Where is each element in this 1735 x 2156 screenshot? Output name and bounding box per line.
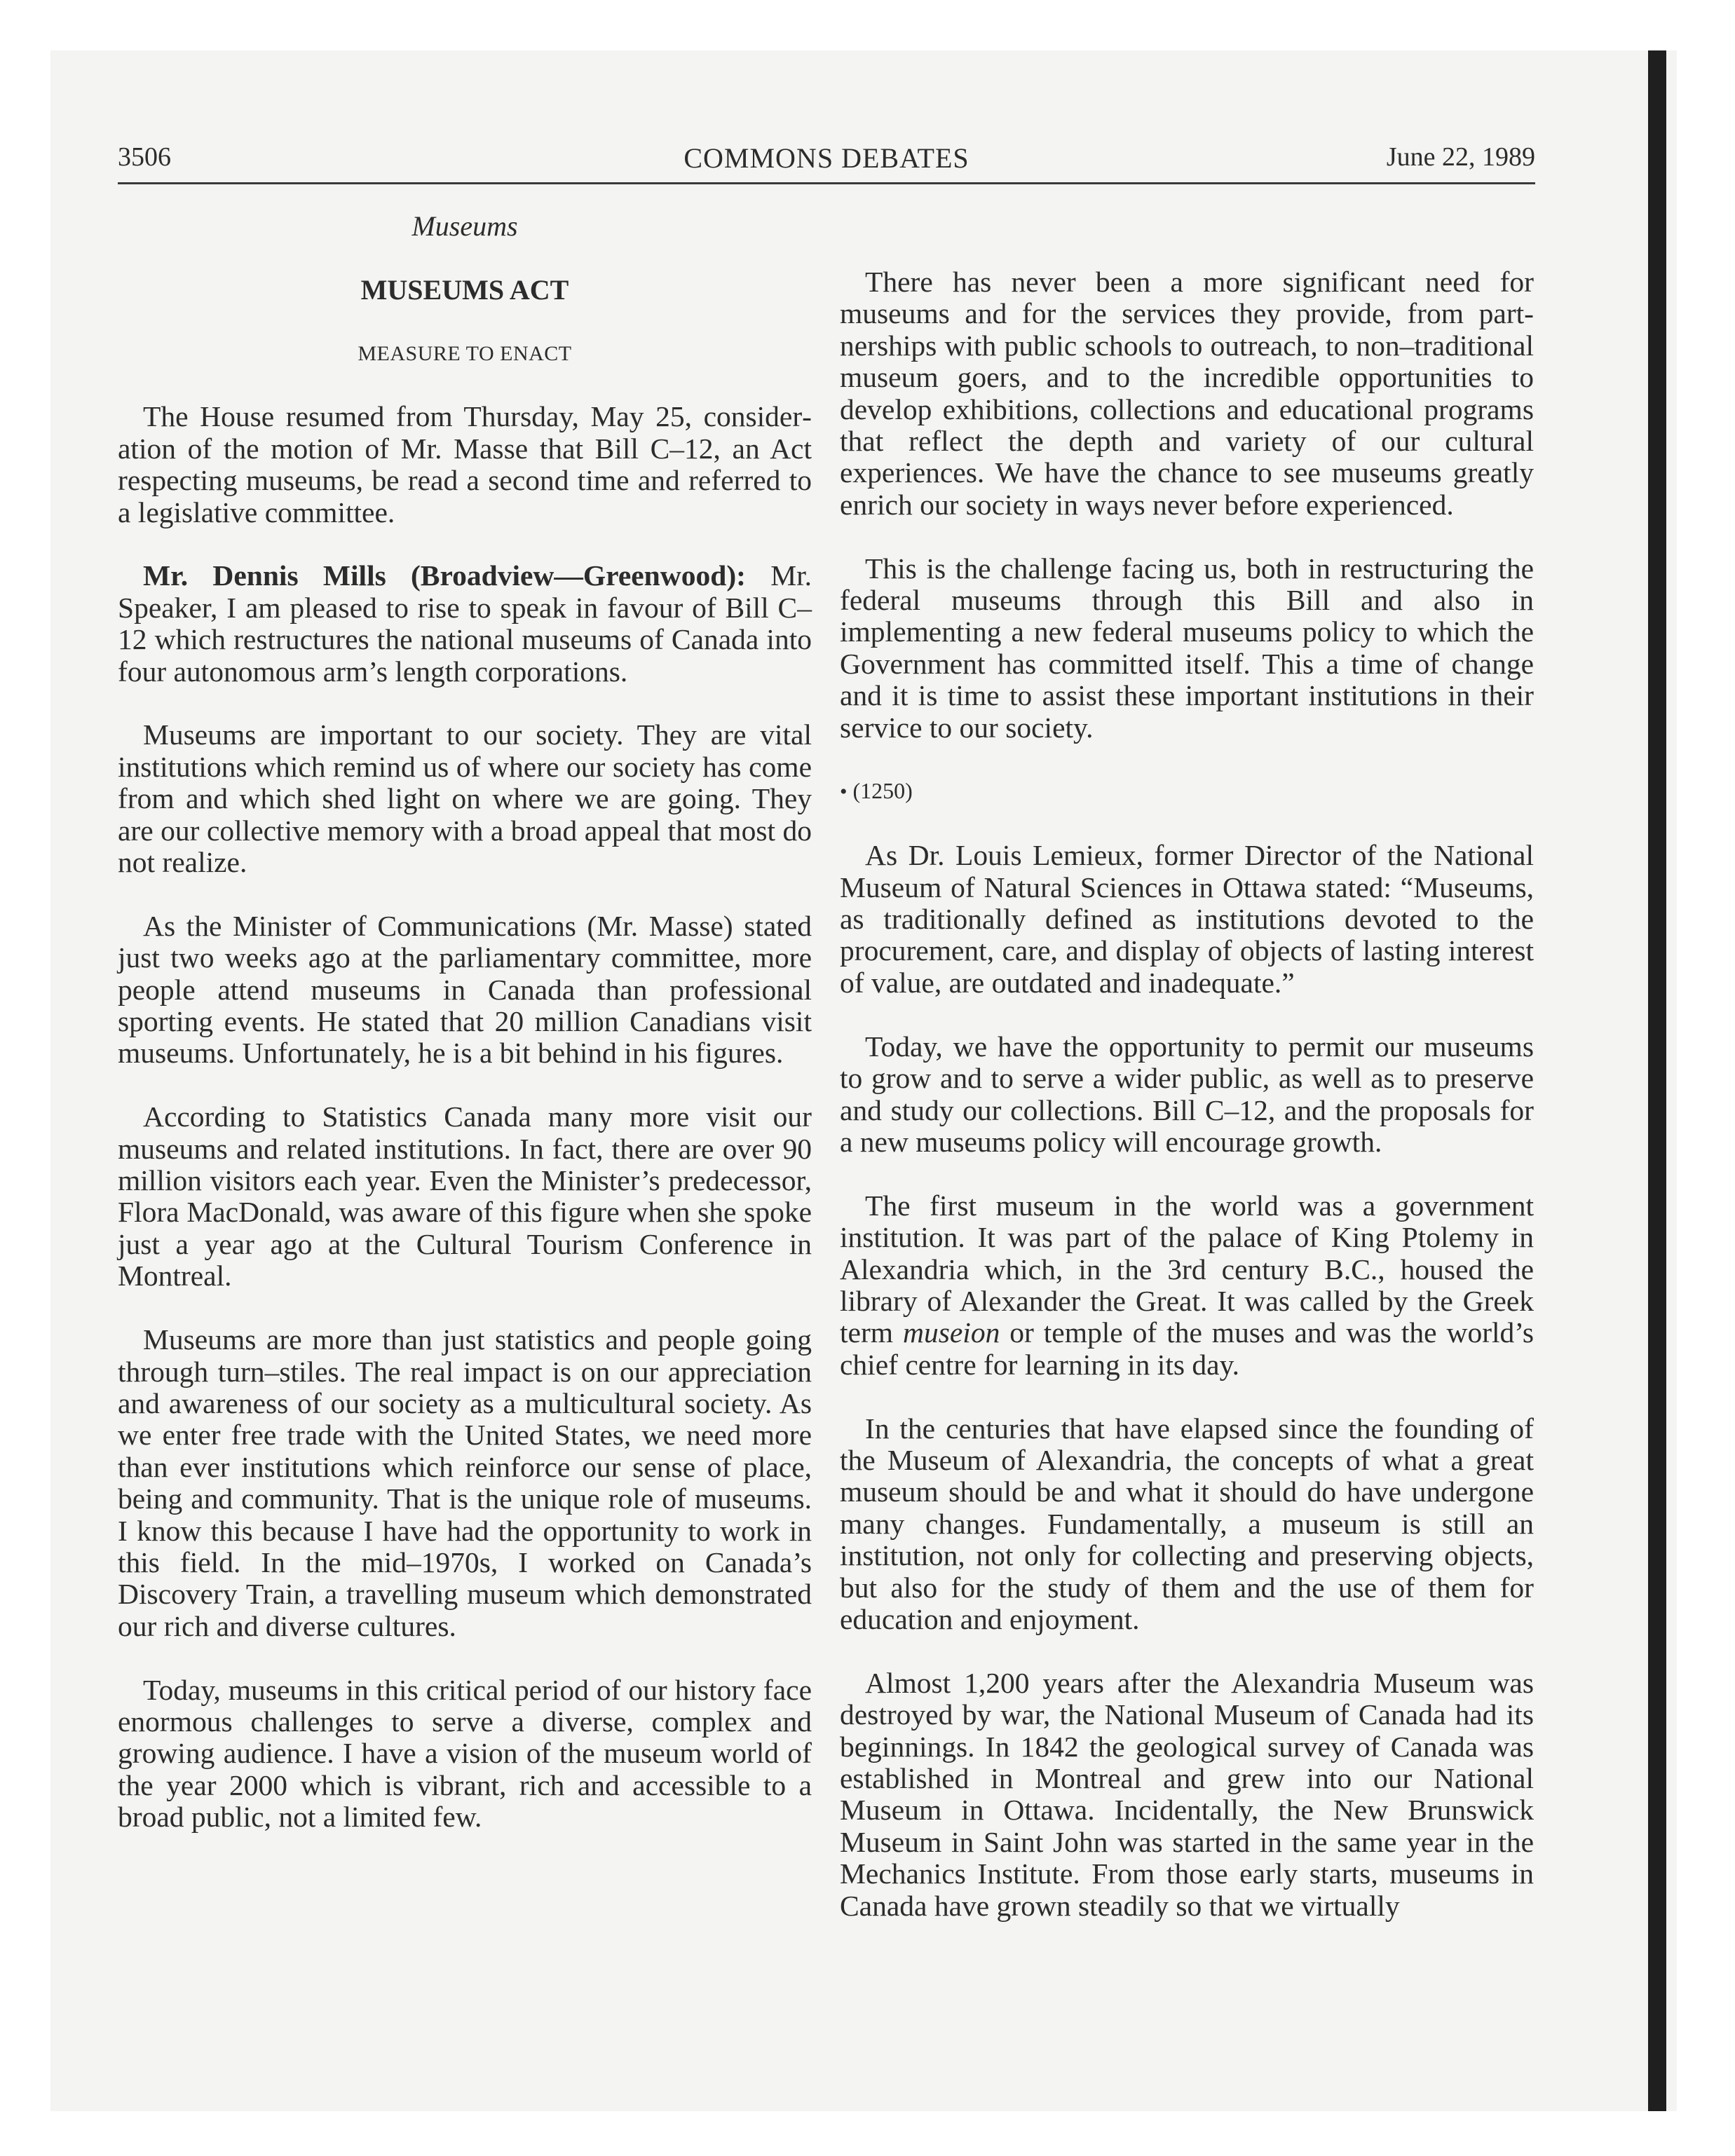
time-marker bbox=[840, 775, 1534, 807]
publication-title: COMMONS DEBATES bbox=[683, 142, 969, 174]
section-subtitle: MEASURE TO ENACT bbox=[358, 341, 572, 365]
paragraph: Today, museums in this critical period of our history face enormous challenges to serve a diverse, complex and growing audience. I have a vision of the museum world of the year 2000 which is vibrant, rich and accessible to a broad public, not a limited few. bbox=[118, 1673, 812, 1834]
section-category: Museums bbox=[411, 210, 518, 242]
paragraph: Museums are important to our society. They are vital institutions which remind us of where our society has come from and which shed light on where we are going. They are our collective memory with a broad appeal that most do not realize. bbox=[118, 718, 812, 879]
speech-paragraph bbox=[118, 560, 812, 688]
paragraph: Almost 1,200 years after the Alexandria Museum was destroyed by war, the National Museum of Canada had its beginnings. In 1842 the geological survey of Canada was established in Montreal and grew into our National Museum in Ottawa. Incidentally, the New Brunswick Museum in Saint John was started in the same year in the Mechanics Institute. From those early starts, museums in Canada have grown steadily so that we virtually bbox=[840, 1666, 1534, 1922]
paragraph: This is the challenge facing us, both in restructuring the federal museums through this Bill and also in implementing a new federal museums policy to which the Government has committed itself. This a time of change and it is time to assist these important institutions in their service to our society. bbox=[840, 552, 1534, 744]
text-run: or temple of the muses and was the world’s chief centre for learning in its day. bbox=[840, 1316, 1534, 1381]
paragraph: Today, we have the opportunity to permit our museums to grow and to serve a wider public, as well as to preserve and study our collections. Bill C–12, and the proposals for a new museums policy will encourage growth. bbox=[840, 1030, 1534, 1158]
paragraph: There has never been a more significant need for museums and for the services they provide, from partnerships with public schools to outreach, to non–traditional museum goers, and to the incredible opportunities to develop exhibitions, collections and educational programs that reflect the depth and variety of our cultural experiences. We have the chance to see museums greatly enrich our society in ways never before experienced. bbox=[840, 266, 1534, 521]
scan-edge-shadow bbox=[1648, 50, 1666, 2111]
paragraph: In the centuries that have elapsed since the founding of the Museum of Alexandria, the concepts of what a great museum should be and what it should do have undergone many changes. Fundamentally, a museum is still an institution, not only for collecting and preserving objects, but also for the study of them and the use of them for education and enjoyment. bbox=[840, 1412, 1534, 1635]
right-column bbox=[840, 266, 1534, 1953]
section-title: MUSEUMS ACT bbox=[360, 273, 569, 306]
time-stamp: (1250) bbox=[852, 778, 913, 804]
paragraph: As Dr. Louis Lemieux, former Director of the National Museum of Natural Sciences in Ottawa stated: “Museums, as traditionally defined as institutions devoted to the procurement, care, and display of objects of lasting interest of value, are outdated and inadequate.” bbox=[840, 839, 1534, 999]
greek-term: museion bbox=[903, 1316, 1000, 1349]
paragraph: As the Minister of Communications (Mr. Masse) stated just two weeks ago at the parliamentary committee, more people attend museums in Canada than professional sporting events. He stated that 20 million Canadians visit museums. Unfortunately, he is a bit behind in his figures. bbox=[118, 909, 812, 1070]
page-number: 3506 bbox=[118, 142, 171, 172]
left-column bbox=[118, 210, 812, 1865]
paragraph: The House resumed from Thursday, May 25, consideration of the motion of Mr. Masse that Bill C–12, an Act respecting museums, be read a second time and referred to a legislative committee. bbox=[118, 400, 812, 528]
text-run: The first museum in the world was a government institution. It was part of the palace of King Ptolemy in Alexandria which, in the 3rd century B.C., housed the library of Alexander the Great. It was called by the Greek term bbox=[840, 1189, 1534, 1349]
paragraph bbox=[840, 1190, 1534, 1381]
paragraph: According to Statistics Canada many more visit our museums and related institutions. In fact, there are over 90 million visitors each year. Even the Minister’s predecessor, Flora MacDonald, was aware of this figure when she spoke just a year ago at the Cultural Tourism Conference in Montreal. bbox=[118, 1100, 812, 1292]
paragraph: Museums are more than just statistics and people going through turn–stiles. The real impact is on our appreciation and awareness of our society as a multicultural society. As we enter free trade with the United States, we need more than ever institutions which reinforce our sense of place, being and community. That is the unique role of museums. I know this because I have had the opportunity to work in this field. In the mid–1970s, I worked on Canada’s Discovery Train, a travelling museum which demonstrated our rich and diverse cultures. bbox=[118, 1323, 812, 1642]
speaker-name: Mr. Dennis Mills (Broadview—Greenwood): bbox=[143, 559, 746, 592]
speech-text: Mr. Speaker, I am pleased to rise to speak in favour of Bill C–12 which restructures the national museums of Canada into four autonomous arm’s length corporations. bbox=[118, 559, 812, 688]
running-header bbox=[118, 142, 1535, 184]
publication-date: June 22, 1989 bbox=[1386, 142, 1535, 172]
bullet-icon: • bbox=[840, 780, 848, 804]
